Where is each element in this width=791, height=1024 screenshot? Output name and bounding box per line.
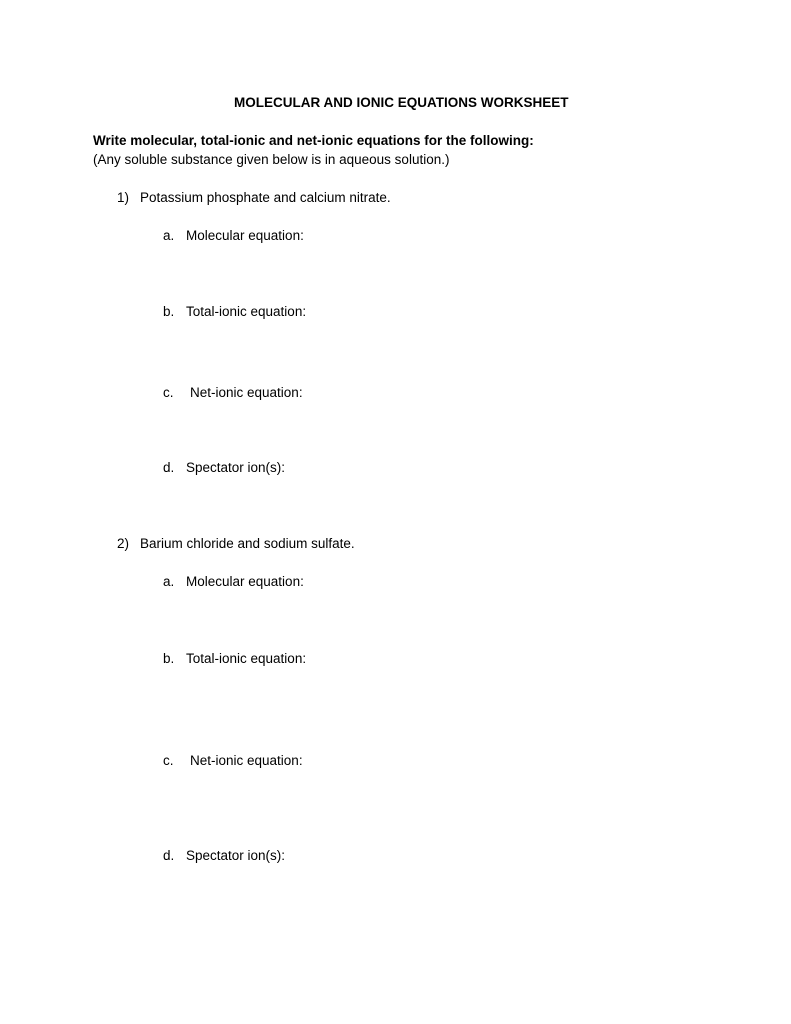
problem-2 [117,535,355,553]
part-label: Total-ionic equation: [186,651,307,666]
part-label: Spectator ion(s): [186,848,286,863]
part-letter: d. [163,460,175,475]
problem-2-part-d [163,847,285,865]
part-label: Total-ionic equation: [186,304,307,319]
part-label: Net-ionic equation: [190,753,303,768]
part-label: Molecular equation: [186,228,304,243]
part-letter: c. [163,753,174,768]
problem-number: 2) [117,536,130,551]
part-letter: a. [163,574,175,589]
problem-2-part-a [163,573,304,591]
problem-1-part-a [163,227,304,245]
part-letter: b. [163,304,175,319]
part-label: Molecular equation: [186,574,304,589]
part-letter: b. [163,651,175,666]
problem-text: Barium chloride and sodium sulfate. [140,536,355,551]
part-label: Spectator ion(s): [186,460,286,475]
problem-1-part-b [163,303,306,321]
part-letter: a. [163,228,175,243]
page-title: MOLECULAR AND IONIC EQUATIONS WORKSHEET [234,95,569,110]
instructions: Write molecular, total-ionic and net-ionic equations for the following: [93,133,534,148]
problem-2-part-b [163,650,306,668]
problem-number: 1) [117,190,130,205]
problem-1-part-c [163,384,303,402]
part-letter: c. [163,385,174,400]
part-letter: d. [163,848,175,863]
part-label: Net-ionic equation: [190,385,303,400]
instructions-note: (Any soluble substance given below is in aqueous solution.) [93,152,450,167]
problem-1-part-d [163,459,285,477]
problem-text: Potassium phosphate and calcium nitrate. [140,190,391,205]
problem-1 [117,189,391,207]
problem-2-part-c [163,752,303,770]
